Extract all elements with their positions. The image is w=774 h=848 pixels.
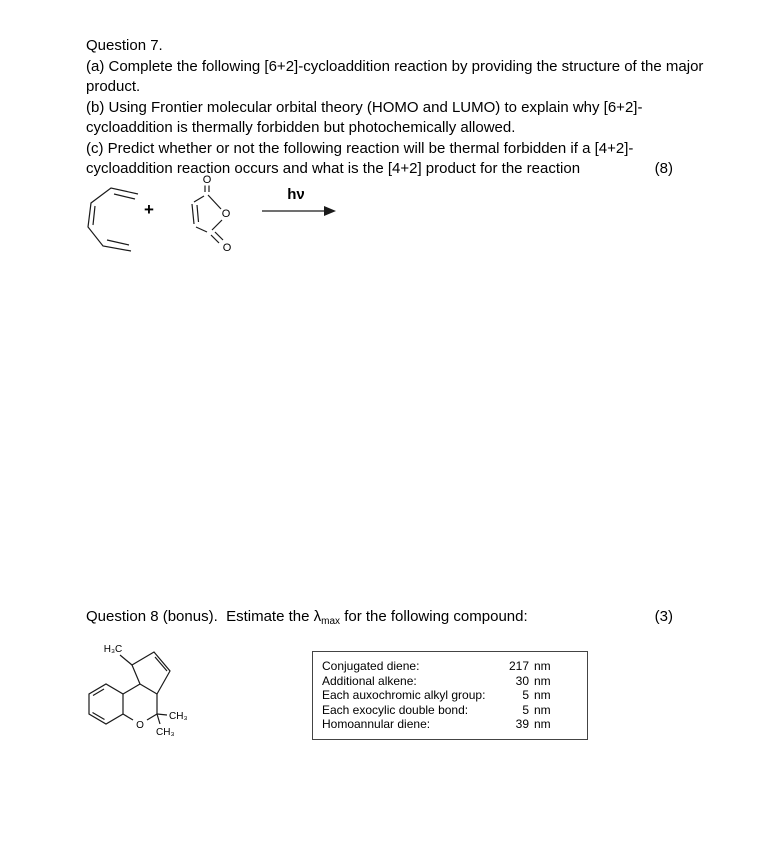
- row-label: Each exocylic double bond:: [322, 702, 469, 717]
- question-7-part-a-line-2: product.: [86, 78, 141, 95]
- row-label: Homoannular diene:: [322, 717, 431, 731]
- question-7-part-b-line-1: (b) Using Frontier molecular orbital theory (HOMO and LUMO) to explain why [6+2]-: [86, 98, 643, 116]
- question-7-part-b-line-2: cycloaddition is thermally forbidden but photochemically allowed.: [86, 119, 516, 136]
- compound-ch3-bottom-label: CH₃: [156, 727, 175, 738]
- anhydride-bottom-oxygen-label: O: [222, 242, 232, 254]
- anhydride-top-oxygen-label: O: [202, 174, 212, 186]
- row-label: Conjugated diene:: [322, 659, 420, 673]
- row-label: Additional alkene:: [322, 673, 417, 688]
- question-7-block: [86, 36, 708, 180]
- question-7-title: Question 7.: [86, 37, 163, 54]
- row-label: Each auxochromic alkyl group:: [322, 688, 486, 702]
- question-8-title-post: for the following compound:: [340, 608, 528, 625]
- row-unit: nm: [534, 717, 551, 731]
- row-value: 30: [515, 673, 529, 688]
- table-row: [322, 659, 578, 674]
- q7-reaction-scheme: [84, 170, 364, 265]
- question-8-title: [86, 607, 528, 632]
- question-8-block: [86, 607, 708, 632]
- question-7-part-c-text: cycloaddition reaction occurs and what is the [4+2] product for the reaction: [86, 160, 581, 177]
- row-value: 217: [508, 659, 529, 673]
- question-8-title-pre: Question 8 (bonus). Estimate the λ: [86, 608, 322, 625]
- row-value: 39: [515, 717, 529, 731]
- row-unit: nm: [534, 702, 551, 717]
- table-row: [322, 717, 578, 732]
- lambda-max-increment-table: [312, 651, 588, 740]
- anhydride-ring-oxygen-label: O: [221, 208, 231, 220]
- compound-ch3-right-label: CH₃: [169, 711, 188, 722]
- q8-compound-structure: [83, 638, 203, 750]
- compound-h3c-label: H₃C: [103, 644, 123, 655]
- table-row: [322, 674, 578, 689]
- reaction-arrow: [262, 205, 336, 217]
- question-7-part-a-line-1: (a) Complete the following [6+2]-cycloaddition reaction by providing the structure of the major: [86, 57, 704, 75]
- question-7-part-c-line-1: (c) Predict whether or not the following reaction will be thermal forbidden if a [4+2]-: [86, 139, 634, 157]
- row-unit: nm: [534, 673, 551, 688]
- table-row: [322, 688, 578, 703]
- row-unit: nm: [534, 659, 551, 673]
- hv-condition-label: hν: [287, 186, 305, 203]
- lambda-max-subscript: max: [321, 616, 341, 627]
- triene-structure: [84, 186, 140, 256]
- table-row: [322, 703, 578, 718]
- plus-sign: +: [144, 200, 154, 219]
- compound-ring-oxygen-label: O: [136, 720, 144, 731]
- row-unit: nm: [534, 688, 551, 702]
- row-value: 5: [522, 702, 529, 717]
- row-value: 5: [522, 688, 529, 702]
- question-7-marks: (8): [654, 160, 673, 177]
- maleic-anhydride-structure: [188, 171, 246, 255]
- question-8-marks: (3): [654, 608, 673, 625]
